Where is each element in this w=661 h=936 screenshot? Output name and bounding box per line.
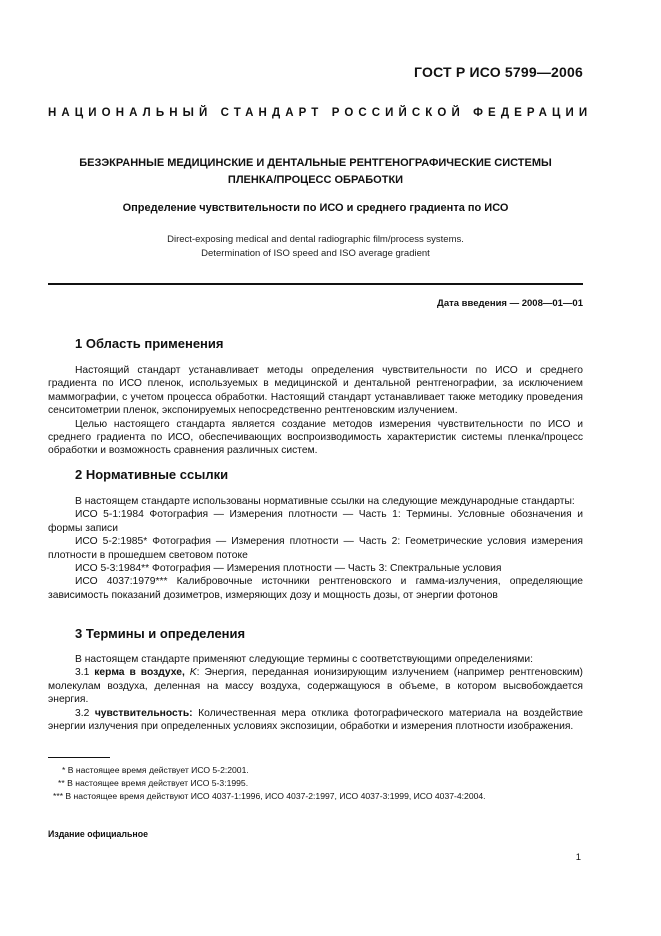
- footnote-3: *** В настоящее время действуют ИСО 4037-1:1996, ИСО 4037-2:1997, ИСО 4037-3:1999, ИСО 4037-4:2004.: [53, 791, 486, 801]
- normative-reference-3: ИСО 5-3:1984** Фотография — Измерения плотности — Часть 3: Спектральные условия: [75, 563, 502, 575]
- document-code: ГОСТ Р ИСО 5799—2006: [414, 64, 583, 80]
- section-3-paragraph-1: В настоящем стандарте применяют следующие термины с соответствующими определениями:: [75, 654, 533, 665]
- normative-reference-4: ИСО 4037:1979*** Калибровочные источники рентгеновского и гамма-излучения, определяющие зависимость показаний дозиметров, измеряющих дозу и мощность дозы, от энергии фотонов: [48, 576, 583, 601]
- section-2-paragraph-1: В настоящем стандарте использованы нормативные ссылки на следующие международные стандарты:: [75, 496, 575, 507]
- section-1-heading: 1 Область применения: [75, 336, 224, 351]
- section-1-paragraph-2: Целью настоящего стандарта является создание методов измерения чувствительности по ИСО и среднего градиента по ИСО, обеспечивающих воспроизводимость характеристик системы пленка/процесс обработки и возможность сравнения различных систем.: [48, 418, 583, 457]
- english-title-line-1: Direct-exposing medical and dental radiographic film/process systems.: [167, 234, 464, 245]
- term-3-1-definition: : Энергия, переданная ионизирующим излучением (например рентгеновским) молекулам воздуха, деленная на массу воздуха, содержащуюся в объеме, в котором высвобождается энергия.: [48, 667, 583, 706]
- document-title: [48, 155, 583, 189]
- section-1-paragraph-1: Настоящий стандарт устанавливает методы определения чувствительности по ИСО и среднего градиента по ИСО пленок, используемых в медицинской и дентальной рентгенографии, за исключением маммографии, с учетом процесса обработки. Настоящий стандарт устанавливает также методику проведения сенситометрии пленок, экспонируемых непосредственно рентгеновским излучением.: [48, 365, 583, 417]
- section-3-body: [48, 653, 583, 733]
- term-3-2-number: 3.2: [75, 707, 95, 719]
- title-line-2: ПЛЕНКА/ПРОЦЕСС ОБРАБОТКИ: [227, 174, 404, 186]
- english-title-line-2: Determination of ISO speed and ISO average gradient: [201, 248, 430, 259]
- footnotes: [48, 764, 583, 803]
- section-1-body: [48, 364, 583, 458]
- term-3-2: [48, 707, 583, 734]
- term-3-1: [48, 666, 583, 706]
- introduction-date: Дата введения — 2008—01—01: [437, 298, 583, 309]
- english-title: [48, 233, 583, 261]
- normative-reference-1: ИСО 5-1:1984 Фотография — Измерения плотности — Часть 1: Термины. Условные обозначения и формы записи: [48, 509, 583, 534]
- footnote-1: * В настоящее время действует ИСО 5-2:2001.: [62, 765, 249, 775]
- term-3-1-number: 3.1: [75, 667, 95, 679]
- title-divider: [48, 283, 583, 285]
- page-number: 1: [575, 852, 581, 863]
- document-subtitle: Определение чувствительности по ИСО и среднего градиента по ИСО: [122, 202, 509, 214]
- footnote-2: ** В настоящее время действует ИСО 5-3:1995.: [58, 778, 249, 788]
- section-2-heading: 2 Нормативные ссылки: [75, 467, 229, 482]
- term-3-2-definition: Количественная мера отклика фотографического материала на воздействие энергии излучения при определенных условиях экспозиции, обработки и измерения плотности изображения.: [48, 707, 583, 733]
- term-3-1-symbol: K: [184, 667, 197, 679]
- edition-note: Издание официальное: [48, 829, 148, 839]
- section-3-heading: 3 Термины и определения: [75, 626, 246, 641]
- term-3-1-name: керма в воздухе,: [94, 667, 185, 679]
- national-standard-banner: НАЦИОНАЛЬНЫЙ СТАНДАРТ РОССИЙСКОЙ ФЕДЕРАЦИИ: [48, 107, 593, 119]
- section-2-body: [48, 495, 583, 602]
- term-3-2-name: чувствительность:: [94, 707, 193, 719]
- normative-reference-2: ИСО 5-2:1985* Фотография — Измерения плотности — Часть 2: Геометрические условия измерения плотности в прошедшем световом потоке: [48, 536, 583, 561]
- title-line-1: БЕЗЭКРАННЫЕ МЕДИЦИНСКИЕ И ДЕНТАЛЬНЫЕ РЕНТГЕНОГРАФИЧЕСКИЕ СИСТЕМЫ: [79, 157, 552, 169]
- footnote-divider: [48, 757, 110, 758]
